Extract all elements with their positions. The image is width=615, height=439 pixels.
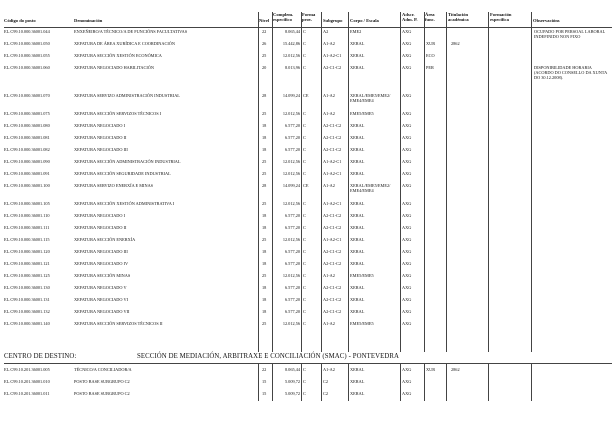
cell-nivel: 25 — [262, 171, 267, 176]
cell-nivel: 18 — [262, 213, 267, 218]
cell-corpo: XERAL — [350, 285, 365, 290]
cell-denominacion: ENXEÑEIRO/A TÉCNICO/A DE FUNCIÓNS FACULTATIVAS — [74, 29, 188, 34]
cell-subgrupo: A2-C1-C2 — [323, 147, 342, 152]
cell-denominacion: XEFATURA NEGOCIADO III — [74, 249, 128, 254]
cell-complemento: 5.009,72 — [284, 379, 300, 384]
cell-codigo: EL.C99.10.000.36001.132 — [4, 309, 50, 314]
cell-complemento: 12.012,56 — [282, 53, 300, 58]
cell-corpo: XERAL — [350, 41, 365, 46]
cell-corpo: XERAL — [350, 297, 365, 302]
header-rule — [4, 27, 612, 28]
cell-subgrupo: A1-A2 — [323, 111, 335, 116]
cell-adscripcion: AXG — [402, 147, 412, 152]
cell-denominacion: XEFATURA SECCIÓN SEGURIDADE INDUSTRIAL — [74, 171, 171, 176]
cell-forma: C — [303, 123, 306, 128]
cell-denominacion: XEFATURA DE ÁREA XURÍDICA E COORDINACIÓN — [74, 41, 176, 46]
cell-adscripcion: AXG — [402, 65, 412, 70]
cell-adscripcion: AXG — [402, 123, 412, 128]
cell-forma: C — [303, 147, 306, 152]
cell-nivel: 18 — [262, 123, 267, 128]
cell-subgrupo: A2-C1-C2 — [323, 213, 342, 218]
cell-subgrupo: A1-A2-C1 — [323, 159, 342, 164]
cell-complemento: 8.065,44 — [284, 29, 300, 34]
cell-complemento: 8.013,96 — [284, 65, 300, 70]
cell-codigo: EL.C99.10.000.36001.055 — [4, 53, 50, 58]
cell-subgrupo: A2-C1-C2 — [323, 309, 342, 314]
cell-complemento: 12.012,56 — [282, 273, 300, 278]
cell-denominacion: XEFATURA NEGOCIADO II — [74, 225, 127, 230]
cell-corpo: XERAL — [350, 225, 365, 230]
cell-nivel: 25 — [262, 273, 267, 278]
col-denominacion-header: Denominación — [74, 18, 103, 23]
table-row — [4, 322, 612, 334]
cell-codigo: EL.C99.10.000.36001.105 — [4, 201, 50, 206]
table-row — [4, 94, 612, 106]
cell-subgrupo: A2-C1-C2 — [323, 261, 342, 266]
cell-complemento: 6.577,20 — [284, 147, 300, 152]
cell-adscripcion: AXG — [402, 391, 412, 396]
cell-adscripcion: AXG — [402, 285, 412, 290]
cell-adscripcion: AXG — [402, 183, 412, 188]
cell-forma: C — [303, 159, 306, 164]
cell-nivel: 18 — [262, 297, 267, 302]
cell-denominacion: XEFATURA SECCIÓN ADMINISTRACIÓN INDUSTRIAL — [74, 159, 181, 164]
cell-complemento: 6.577,20 — [284, 285, 300, 290]
cell-adscripcion: AXG — [402, 225, 412, 230]
cell-subgrupo: C2 — [323, 379, 329, 384]
cell-forma: C — [303, 213, 306, 218]
section-title: SECCIÓN DE MEDIACIÓN, ARBITRAXE E CONCILIACIÓN (SMAC) - PONTEVEDRA — [137, 353, 400, 360]
cell-codigo: EL.C99.10.000.36001.080 — [4, 123, 50, 128]
cell-forma: C — [303, 321, 306, 326]
cell-forma: C — [303, 285, 306, 290]
cell-denominacion: XEFATURA NEGOCIADO III — [74, 147, 128, 152]
cell-forma: C — [303, 225, 306, 230]
cell-corpo: XERAL — [350, 123, 365, 128]
cell-adscripcion: AXG — [402, 237, 412, 242]
section-label: CENTRO DE DESTINO: — [4, 353, 77, 360]
cell-adscripcion: AXG — [402, 309, 412, 314]
cell-complemento: 6.577,20 — [284, 249, 300, 254]
cell-forma: C — [303, 297, 306, 302]
cell-nivel: 18 — [262, 249, 267, 254]
cell-codigo: EL.C99.10.000.36001.120 — [4, 249, 50, 254]
cell-nivel: 15 — [262, 391, 267, 396]
cell-nivel: 18 — [262, 147, 267, 152]
cell-subgrupo: A2-C1-C2 — [323, 65, 342, 70]
cell-nivel: 20 — [262, 65, 267, 70]
cell-corpo: XERAL — [350, 237, 365, 242]
cell-forma: C — [303, 41, 306, 46]
cell-adscripcion: AXG — [402, 273, 412, 278]
cell-denominacion: POSTO BASE SUBGRUPO C2 — [74, 391, 130, 396]
col-titulacion-header: Titulación académica — [448, 12, 469, 22]
cell-forma: C — [303, 309, 306, 314]
section-rule — [4, 363, 612, 364]
cell-complemento: 12.012,56 — [282, 111, 300, 116]
cell-complemento: 12.012,56 — [282, 201, 300, 206]
cell-nivel: 15 — [262, 379, 267, 384]
cell-corpo: XERAL — [350, 391, 365, 396]
table-row — [4, 392, 612, 404]
cell-adscripcion: AXG — [402, 367, 412, 372]
cell-codigo: EL.C99.10.000.36001.140 — [4, 321, 50, 326]
cell-forma: CE — [303, 183, 309, 188]
cell-complemento: 12.012,56 — [282, 321, 300, 326]
cell-codigo: EL.C99.10.000.36001.130 — [4, 285, 50, 290]
cell-adscripcion: AXG — [402, 159, 412, 164]
cell-denominacion: XEFATURA SECCIÓN XESTIÓN ADMINISTRATIVA I — [74, 201, 175, 206]
cell-corpo: XERAL — [350, 309, 365, 314]
col-area-header: Área func. — [425, 12, 435, 22]
col-forma-header: Forma prov. — [302, 12, 316, 22]
cell-denominacion: TÉCNICO/A CONCILIADOR/A — [74, 367, 132, 372]
cell-corpo: XERAL — [350, 261, 365, 266]
col-formacion-header: Formación específica — [490, 12, 512, 22]
cell-nivel: 25 — [262, 159, 267, 164]
cell-denominacion: XEFATURA SECCIÓN SERVIZOS TÉCNICOS I — [74, 111, 162, 116]
cell-subgrupo: A2-C1-C2 — [323, 135, 342, 140]
cell-codigo: EL.C99.10.000.36001.082 — [4, 147, 50, 152]
cell-nivel: 18 — [262, 261, 267, 266]
cell-nivel: 25 — [262, 201, 267, 206]
cell-codigo: EL.C99.10.000.36001.050 — [4, 41, 50, 46]
cell-subgrupo: A1-A2 — [323, 183, 335, 188]
cell-area: PER — [426, 65, 434, 70]
cell-codigo: EL.C99.10.000.36001.125 — [4, 273, 50, 278]
cell-denominacion: XEFATURA SECCIÓN XESTIÓN ECONÓMICA — [74, 53, 162, 58]
cell-denominacion: XEFATURA SECCIÓN ENERXÍA — [74, 237, 136, 242]
cell-codigo: EL.C99.10.000.36001.090 — [4, 159, 50, 164]
cell-codigo: EL.C99.10.201.36001.005 — [4, 367, 50, 372]
cell-complemento: 8.065,44 — [284, 367, 300, 372]
cell-adscripcion: AXG — [402, 135, 412, 140]
cell-subgrupo: A2 — [323, 29, 329, 34]
cell-adscripcion: AXG — [402, 93, 412, 98]
cell-denominacion: XEFATURA SERVIZO ENERXÍA E MINAS — [74, 183, 154, 188]
cell-subgrupo: A1-A2 — [323, 367, 335, 372]
cell-forma: C — [303, 379, 306, 384]
cell-nivel: 18 — [262, 309, 267, 314]
cell-corpo: XERAL — [350, 135, 365, 140]
cell-denominacion: XEFATURA SECCIÓN MINAS — [74, 273, 131, 278]
table-row — [4, 184, 612, 196]
cell-adscripcion: AXG — [402, 53, 412, 58]
cell-forma: C — [303, 367, 306, 372]
cell-complemento: 6.577,20 — [284, 135, 300, 140]
cell-codigo: EL.C99.10.000.36001.100 — [4, 183, 50, 188]
cell-adscripcion: AXG — [402, 261, 412, 266]
cell-forma: C — [303, 237, 306, 242]
cell-titulacion: 2862 — [451, 367, 460, 372]
cell-nivel: 22 — [262, 367, 267, 372]
cell-adscripcion: AXG — [402, 321, 412, 326]
cell-subgrupo: A1-A2 — [323, 93, 335, 98]
cell-forma: C — [303, 171, 306, 176]
cell-nivel: 22 — [262, 29, 267, 34]
cell-corpo: XERAL — [350, 379, 365, 384]
cell-codigo: EL.C99.10.000.36001.121 — [4, 261, 50, 266]
cell-nivel: 26 — [262, 41, 267, 46]
cell-forma: C — [303, 201, 306, 206]
cell-adscripcion: AXG — [402, 297, 412, 302]
cell-complemento: 12.012,56 — [282, 237, 300, 242]
cell-denominacion: XEFATURA NEGOCIADO V — [74, 285, 127, 290]
cell-corpo: XERAL — [350, 65, 365, 70]
cell-complemento: 5.009,72 — [284, 391, 300, 396]
cell-codigo: EL.C99.10.000.36001.044 — [4, 29, 50, 34]
cell-complemento: 6.577,20 — [284, 123, 300, 128]
cell-forma: C — [303, 273, 306, 278]
cell-adscripcion: AXG — [402, 41, 412, 46]
col-complemento-header: Complem. específico — [273, 12, 294, 22]
cell-forma: C — [303, 53, 306, 58]
cell-denominacion: XEFATURA NEGOCIADO HABILITACIÓN — [74, 65, 155, 70]
cell-adscripcion: AXG — [402, 249, 412, 254]
cell-nivel: 25 — [262, 53, 267, 58]
cell-denominacion: XEFATURA NEGOCIADO I — [74, 213, 126, 218]
cell-corpo: XERAL — [350, 53, 365, 58]
cell-corpo: XERAL — [350, 147, 365, 152]
cell-denominacion: POSTO BASE SUBGRUPO C2 — [74, 379, 130, 384]
cell-subgrupo: A2-C1-C2 — [323, 297, 342, 302]
cell-adscripcion: AXG — [402, 201, 412, 206]
cell-nivel: 18 — [262, 285, 267, 290]
cell-adscripcion: AXG — [402, 29, 412, 34]
cell-forma: C — [303, 249, 306, 254]
cell-subgrupo: A1-A2 — [323, 273, 335, 278]
cell-complemento: 6.577,20 — [284, 297, 300, 302]
cell-complemento: 12.012,56 — [282, 159, 300, 164]
cell-titulacion: 2862 — [451, 41, 460, 46]
cell-adscripcion: AXG — [402, 171, 412, 176]
cell-subgrupo: C2 — [323, 391, 329, 396]
cell-forma: C — [303, 391, 306, 396]
cell-corpo: XERAL — [350, 213, 365, 218]
cell-denominacion: XEFATURA SERVIZO ADMINISTRACIÓN INDUSTRIAL — [74, 93, 180, 98]
cell-codigo: EL.C99.10.000.36001.131 — [4, 297, 50, 302]
cell-codigo: EL.C99.10.000.36001.110 — [4, 213, 50, 218]
cell-area: XUR — [426, 41, 436, 46]
cell-corpo: XERAL/EME5/EME2/ EME4/EME4 — [350, 183, 391, 193]
cell-subgrupo: A1-A2 — [323, 41, 335, 46]
cell-area: XUR — [426, 367, 436, 372]
col-nivel-header: Nivel — [259, 18, 270, 23]
cell-corpo: EME2 — [350, 29, 362, 34]
cell-adscripcion: AXG — [402, 111, 412, 116]
cell-forma: C — [303, 261, 306, 266]
col-adscripcion-header: Adscr. Adm. P. — [402, 12, 418, 22]
cell-subgrupo: A2-C1-C2 — [323, 225, 342, 230]
cell-nivel: 28 — [262, 93, 267, 98]
cell-codigo: EL.C99.10.000.36001.081 — [4, 135, 50, 140]
cell-corpo: XERAL — [350, 367, 365, 372]
cell-codigo: EL.C99.10.000.36001.111 — [4, 225, 50, 230]
cell-complemento: 12.012,56 — [282, 171, 300, 176]
cell-corpo: XERAL/EME5/EME2/ EME4/EME4 — [350, 93, 391, 103]
cell-complemento: 15.442,86 — [282, 41, 300, 46]
cell-corpo: EME5/EME5 — [350, 321, 374, 326]
cell-subgrupo: A1-A2-C1 — [323, 53, 342, 58]
cell-forma: C — [303, 111, 306, 116]
cell-denominacion: XEFATURA NEGOCIADO VII — [74, 309, 130, 314]
cell-corpo: XERAL — [350, 201, 365, 206]
cell-subgrupo: A1-A2 — [323, 321, 335, 326]
cell-codigo: EL.C99.10.201.36001.010 — [4, 379, 50, 384]
cell-codigo: EL.C99.10.000.36001.060 — [4, 65, 50, 70]
cell-complemento: 14.099,24 — [282, 183, 300, 188]
cell-subgrupo: A2-C1-C2 — [323, 285, 342, 290]
col-subgrupo-header: Subgrupo — [323, 18, 343, 23]
cell-subgrupo: A2-C1-C2 — [323, 123, 342, 128]
cell-adscripcion: AXG — [402, 379, 412, 384]
cell-forma: CE — [303, 93, 309, 98]
cell-complemento: 6.577,20 — [284, 225, 300, 230]
cell-denominacion: XEFATURA NEGOCIADO VI — [74, 297, 129, 302]
cell-corpo: XERAL — [350, 171, 365, 176]
cell-nivel: 25 — [262, 321, 267, 326]
cell-codigo: EL.C99.10.000.36001.091 — [4, 171, 50, 176]
cell-corpo: EME5/EME5 — [350, 111, 374, 116]
cell-codigo: EL.C99.10.000.36001.075 — [4, 111, 50, 116]
cell-adscripcion: AXG — [402, 213, 412, 218]
cell-codigo: EL.C99.10.201.36001.011 — [4, 391, 50, 396]
cell-corpo: XERAL — [350, 249, 365, 254]
cell-complemento: 6.577,20 — [284, 309, 300, 314]
cell-codigo: EL.C99.10.000.36001.070 — [4, 93, 50, 98]
cell-corpo: EME5/EME5 — [350, 273, 374, 278]
cell-denominacion: XEFATURA NEGOCIADO II — [74, 135, 127, 140]
cell-observacions: OCUPADO POR PERSOAL LABORAL INDEFINIDO NON FIXO — [534, 29, 606, 39]
table-row — [4, 66, 612, 78]
cell-area: ECO — [426, 53, 435, 58]
cell-forma: C — [303, 135, 306, 140]
cell-complemento: 6.577,20 — [284, 213, 300, 218]
cell-codigo: EL.C99.10.000.36001.115 — [4, 237, 50, 242]
cell-forma: C — [303, 65, 306, 70]
cell-observacions: DISPONIBILIDADE HORARIA (ACORDO DO CONSELLO DA XUNTA DO 30.12.2008). — [534, 65, 607, 80]
cell-nivel: 25 — [262, 111, 267, 116]
cell-complemento: 14.099,24 — [282, 93, 300, 98]
cell-denominacion: XEFATURA NEGOCIADO I — [74, 123, 126, 128]
cell-nivel: 18 — [262, 225, 267, 230]
cell-subgrupo: A1-A2-C1 — [323, 201, 342, 206]
cell-nivel: 25 — [262, 237, 267, 242]
cell-corpo: XERAL — [350, 159, 365, 164]
cell-nivel: 18 — [262, 135, 267, 140]
cell-complemento: 6.577,20 — [284, 261, 300, 266]
col-corpo-header: Corpo / Escala — [350, 18, 379, 23]
cell-subgrupo: A1-A2-C1 — [323, 171, 342, 176]
cell-denominacion: XEFATURA NEGOCIADO IV — [74, 261, 129, 266]
col-codigo-header: Código do posto — [4, 18, 36, 23]
cell-forma: C — [303, 29, 306, 34]
cell-denominacion: XEFATURA SECCIÓN SERVIZOS TÉCNICOS II — [74, 321, 163, 326]
cell-nivel: 28 — [262, 183, 267, 188]
cell-subgrupo: A1-A2-C1 — [323, 237, 342, 242]
col-observacions-header: Observacións — [533, 18, 560, 23]
cell-subgrupo: A2-C1-C2 — [323, 249, 342, 254]
